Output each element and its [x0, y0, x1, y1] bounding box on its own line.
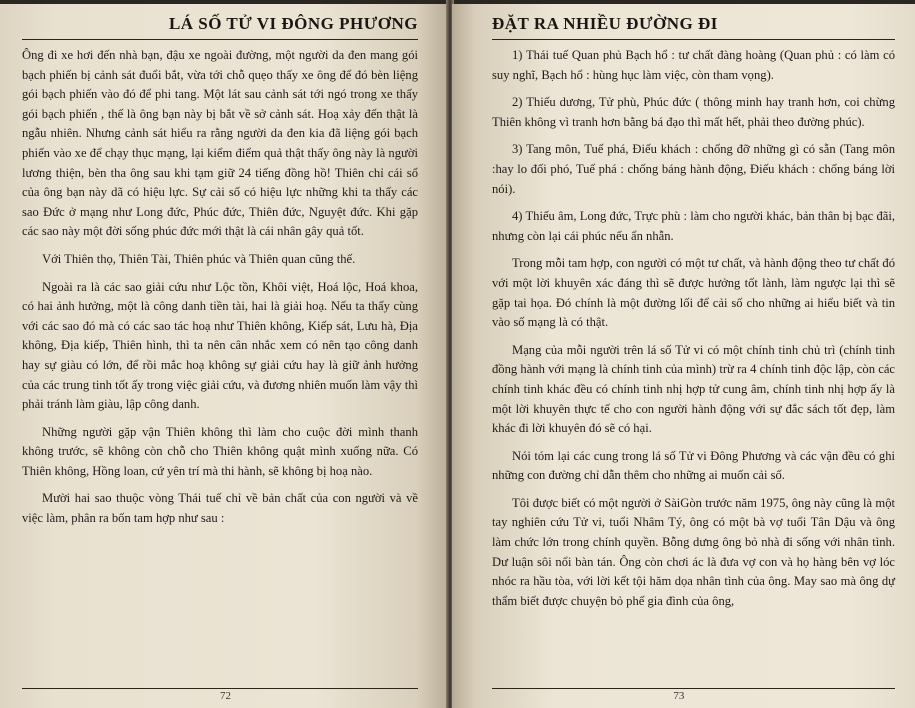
right-footer	[492, 688, 895, 702]
tam-hop-list-item: 2) Thiếu dương, Tử phù, Phúc đức ( thông minh hay tranh hơn, coi chừng Thiên không vì tranh hơn bằng bá đạo thì mất hết, phải theo đường phúc).	[492, 95, 895, 129]
left-paragraph: Mười hai sao thuộc vòng Thái tuế chỉ về bản chất của con người và về việc làm, phân ra bốn tam hợp như sau :	[22, 491, 418, 526]
right-paragraph: Mạng của mỗi người trên lá số Tử vi có một chính tinh chủ trì (chính tinh đồng hành với mạng là chính tinh của mình) trừ ra 4 chính tinh độc lập, còn các chính tinh khác đều có chính tinh nhị hợp tử cung âm, chính tinh nhị hợp ấy là một lời khuyên thực tế cho con người hành động với sự đắc sách tốt đẹp, làm khác đi lời khuyên đó sẽ có hại.	[492, 342, 895, 436]
left-running-head-title: LÁ SỐ TỬ VI ĐÔNG PHƯƠNG	[168, 14, 418, 33]
left-paragraph: Những người gặp vận Thiên không thì làm cho cuộc đời mình thanh không trước, sẽ không còn chỗ cho Thiên không quật mình xuống nữa. Có Thiên không, Hồng loan, cứ yên trí mà thi hành, sẽ không bị hoạ nào.	[22, 424, 418, 478]
tam-hop-list-item: 1) Thái tuế Quan phủ Bạch hổ : tư chất đàng hoàng (Quan phủ : có làm có suy nghĩ, Bạch hổ : hùng hục làm việc, còn tham vọng).	[492, 48, 895, 82]
right-paragraph: Nói tóm lại các cung trong lá số Tử vi Đông Phương và các vận đều có ghi những con đường chỉ dẫn thêm cho những ai muốn cải số.	[492, 448, 895, 483]
left-footer-rule	[22, 688, 418, 689]
right-page-body	[492, 40, 895, 611]
left-page-body	[22, 40, 418, 529]
left-running-head	[22, 4, 418, 40]
right-header-rule	[492, 39, 895, 40]
tam-hop-list-item: 3) Tang môn, Tuế phá, Điếu khách : chống đỡ những gì có sẵn (Tang môn :hay lo đối phó, Tuế phá : chống báng hành động, Điếu khách : chống báng lời nói).	[492, 142, 895, 196]
right-paragraph: Trong mỗi tam hợp, con người có một tư chất, và hành động theo tư chất đó với một lời khuyên xác đáng thì sẽ được hưởng tốt lành, làm ngược lại thì sẽ gặp tai họa. Đó chính là một đường lối để cải số cho những ai hiểu biết và tin vào số mạng là có thật.	[492, 256, 895, 330]
right-running-head-title: ĐẶT RA NHIỀU ĐƯỜNG ĐI	[492, 14, 718, 33]
left-page-number: 72	[220, 690, 231, 702]
right-footer-rule	[492, 688, 895, 689]
left-header-rule	[22, 39, 418, 40]
right-page-number: 73	[673, 690, 685, 702]
left-paragraph: Ông đi xe hơi đến nhà bạn, đậu xe ngoài đường, một người da đen mang gói bạch phiến bị cảnh sát đuổi bắt, vừa tới chỗ quẹo thấy xe ông để đó bèn liệng gói bạch phiến vào đó để phi tang. Một lát sau cảnh sát tới ngó trong xe thấy gói bạch phiến , thế là ông bạn này bị bắt về sở cảnh sát. Hoạ xảy đến thật là ngẫu nhiên. Nhưng cảnh sát hiểu ra rằng người da đen kia đã liệng gói bạch phiến vào xe để chạy thục mạng, lại kiểm điểm quả thật thấy ông này là người lương thiện, bèn tha ông sau khi tạm giữ 24 tiếng đồng hồ! Thiên chỉ cái số của ông bạn này dã có hiệu lực. Sự cải số có hiệu lực những khi ta thấy các sao Đức ở mạng như Long đức, Phúc đức, Thiên đức, Nguyệt đức. Khi gặp các sao này một đời sống phúc đức mới thật là cái nhân gây quả tốt.	[22, 48, 418, 239]
tam-hop-list-item: 4) Thiếu âm, Long đức, Trực phù : làm cho người khác, bản thân bị bạc đãi, nhưng còn lại cái phúc nếu ẩn nhẫn.	[492, 209, 895, 243]
left-page	[0, 4, 448, 708]
left-footer	[22, 688, 418, 702]
right-paragraph: Tôi được biết có một người ở SàiGòn trước năm 1975, ông này cũng là một tay nghiên cứu Tử vi, tuổi Nhâm Tý, ông có một bà vợ tuổi Tân Dậu và ông làm chức lớn trong chính quyền. Bỗng dưng ông bỏ nhà đi sống với nhân tình. Dư luận sôi nổi bàn tán. Ông còn chơi ác là đưa vợ con và họ hàng bên vợ lóc nhóc ra hầu tòa, với lời kết tội hăm dọa nhân tình của ông. May sao mà ông dự thẩm biết được chuyện bỏ phế gia đình của ông,	[492, 495, 895, 608]
left-paragraph: Với Thiên thọ, Thiên Tài, Thiên phúc và Thiên quan cũng thế.	[42, 251, 356, 266]
left-paragraph: Ngoài ra là các sao giải cứu như Lộc tồn, Khôi việt, Hoá lộc, Hoá khoa, có hai ảnh hưởng, một là công danh tiền tài, hai là giải hoạ. Nếu ta thấy cùng với các sao đó mà có các sao tác hoạ như Thiên không, Kiếp sát, Lưu hà, Địa không, Địa kiếp, Thiên hình, thì ta nên cân nhắc xem có nên tạo công danh hay sự giàu có lớn, để rồi mắc hoạ không sự giải cứu hay là giữ ảnh hưởng của các trung tinh tốt ấy trong việc giải cứu, và đương nhiên muốn làm vậy thì phải tránh làm giàu, lập công danh.	[22, 279, 418, 412]
right-page	[452, 4, 915, 708]
right-running-head	[492, 4, 895, 40]
